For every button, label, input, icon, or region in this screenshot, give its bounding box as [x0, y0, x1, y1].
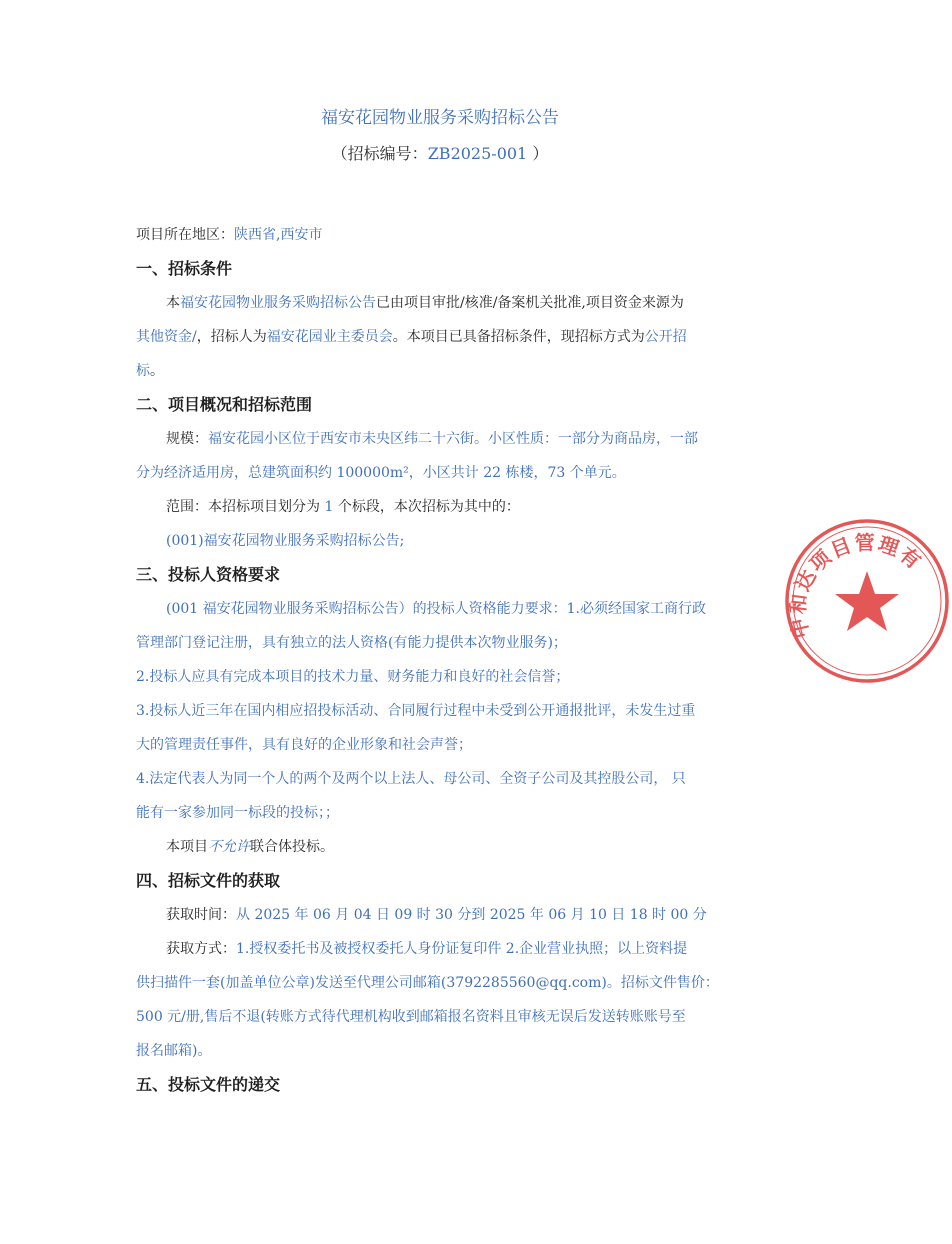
tender-method: 公开招 [644, 329, 687, 345]
acquire-method-line2: 供扫描件一套(加盖单位公章)发送至代理公司邮箱(3792285560@qq.com)。招标文件售价： [136, 975, 719, 991]
location-label: 项目所在地区： [136, 227, 234, 243]
acquire-time-value: 从 2025 年 06 月 04 日 09 时 30 分到 2025 年 06 月 10 日 18 时 00 分 [236, 907, 707, 923]
text-span: 个标段，本次招标为其中的： [333, 499, 520, 515]
text-span: 联合体投标。 [250, 839, 334, 855]
acquire-method-text: 1.授权委托书及被授权委托人身份证复印件 2.企业营业执照；以上资料提 [236, 941, 688, 957]
text-span: 范围：本招标项目划分为 [166, 499, 325, 515]
text-span: 本项目 [166, 839, 208, 855]
tender-number [0, 142, 880, 166]
section-heading-5: 五、投标文件的递交 [136, 1075, 281, 1094]
requirement-line: 2.投标人应具有完成本项目的技术力量、财务能力和良好的社会信誉； [136, 669, 570, 685]
acquire-method-line3: 500 元/册,售后不退(转账方式待代理机构收到邮箱报名资料且审核无误后发送转账账号至 [136, 1009, 686, 1025]
text-span: 。 [150, 363, 164, 379]
company-seal [782, 516, 952, 686]
text-span: 本 [166, 295, 180, 311]
project-name: 福安花园物业服务采购招标公告 [180, 295, 376, 311]
requirement-line: 大的管理责任事件，具有良好的企业形象和社会声誉； [136, 737, 472, 753]
section-heading-2: 二、项目概况和招标范围 [136, 395, 313, 414]
section1-line3 [136, 354, 758, 388]
text-span: ，招标人为 [196, 329, 267, 345]
tender-number-suffix: ） [527, 144, 549, 163]
text-span: 已由项目审批/核准/备案机关批准,项目资金来源为 [376, 295, 684, 311]
tenderer-name: 福安花园业主委员会 [266, 329, 393, 345]
joint-bid-status: 不允许 [208, 839, 250, 855]
seal-text-path: 中和达项目管理有 [785, 530, 928, 641]
requirement-line: (001 福安花园物业服务采购招标公告）的投标人资格能力要求：1.必须经国家工商行政 [166, 601, 706, 617]
requirement-line: 3.投标人近三年在国内相应招投标活动、合同履行过程中未受到公开通报批评，未发生过重 [136, 703, 696, 719]
acquire-method-line1 [136, 932, 758, 966]
tender-number-prefix: （招标编号： [331, 144, 428, 163]
section-heading-3: 三、投标人资格要求 [136, 565, 281, 584]
scale-text: 福安花园小区位于西安市未央区纬二十六街。小区性质：一部分为商品房，一部 [208, 431, 698, 447]
range-line [136, 490, 758, 524]
acquire-time-line [136, 898, 758, 932]
project-location [136, 218, 758, 252]
scale-label: 规模： [166, 431, 208, 447]
location-value: 陕西省,西安市 [234, 227, 323, 243]
acquire-method-line4: 报名邮箱)。 [136, 1043, 212, 1059]
fund-source: 其他资金/ [136, 329, 197, 345]
requirement-line: 能有一家参加同一标段的投标；； [136, 805, 339, 821]
section1-line1 [136, 286, 758, 320]
scale-line2: 分为经济适用房，总建筑面积约 100000m²，小区共计 22 栋楼，73 个单元。 [136, 465, 626, 481]
document-title: 福安花园物业服务采购招标公告 [321, 108, 559, 128]
requirement-line: 管理部门登记注册，具有独立的法人资格(有能力提供本次物业服务)； [136, 635, 567, 651]
section-heading-1: 一、招标条件 [136, 259, 233, 278]
acquire-time-label: 获取时间： [166, 907, 236, 923]
tender-code: ZB2025-001 [427, 144, 528, 163]
section1-line2 [136, 320, 758, 354]
tender-method-end: 标 [136, 363, 150, 379]
acquire-method-label: 获取方式： [166, 941, 236, 957]
lot-line: (001)福安花园物业服务采购招标公告; [166, 533, 405, 549]
scale-line1 [136, 422, 758, 456]
lot-count: 1 [324, 499, 334, 515]
seal-star-icon [835, 571, 899, 631]
joint-bid-line [136, 830, 758, 864]
section-heading-4: 四、招标文件的获取 [136, 871, 281, 890]
document-body [136, 218, 758, 1102]
text-span: 。本项目已具备招标条件，现招标方式为 [392, 329, 645, 345]
requirement-line: 4.法定代表人为同一个人的两个及两个以上法人、母公司、全资子公司及其控股公司， 只 [136, 771, 686, 787]
